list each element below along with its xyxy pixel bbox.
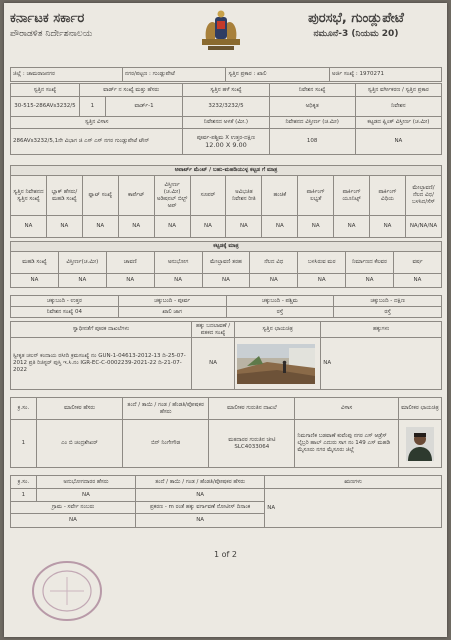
west-boundary: ರಸ್ತೆ: [226, 307, 334, 318]
documents-header: ಸ್ವಾಧೀನತೆಗೆ ಪೂರಕ ದಾಖಲೆಗಳು: [11, 322, 192, 338]
bld-header: ನೆಲದ ವಿಧ: [250, 252, 298, 274]
apt-header: ಫ್ಲಾಟ್ ಸಂಖ್ಯೆ: [82, 176, 118, 216]
header-right: [272, 11, 440, 41]
document-sheet: [4, 3, 447, 637]
apt-header: ಸ್ವತ್ತಿನ ನಿವೇಶನದ ಸ್ವತ್ತಿನ ಸಂಖ್ಯೆ: [11, 176, 47, 216]
apt-value: NA: [11, 216, 47, 238]
bld-value: NA: [346, 274, 394, 288]
apt-value: NA: [190, 216, 226, 238]
ward-number: 1: [79, 97, 105, 117]
documents-table: [10, 321, 442, 390]
ward-header: ವಾರ್ಡ್ ನ ಸಂಖ್ಯೆ ಮತ್ತು ಹೆಸರು: [79, 84, 182, 97]
bld-header: ವಿಸ್ತೀರ್ಣ(ಚ.ಮೀ): [58, 252, 106, 274]
apt-header: ಸೂಪರ್: [190, 176, 226, 216]
notice-date: NA: [135, 514, 264, 528]
village-survey-label: ಗ್ರಾಮ - ಸರ್ವೇ ನಂಬರು: [11, 502, 136, 514]
apt-value: NA: [226, 216, 262, 238]
bld-value: NA: [154, 274, 202, 288]
property-table: [10, 83, 442, 155]
directorate-title: ಪೌರಾಡಳಿತ ನಿರ್ದೇಶನಾಲಯ: [10, 29, 93, 39]
apt-value: NA/NA/NA: [405, 216, 441, 238]
owner-name-header: ಮಾಲೀಕರ ಹೆಸರು: [36, 398, 122, 420]
owners-table: [10, 397, 442, 468]
south-boundary-label: ಚಕ್ಕುಬಂದಿ - ದಕ್ಷಿಣ: [334, 296, 442, 307]
property-type: ಸ್ವತ್ತಿನ ಪ್ರಕಾರ : ಖಾಲಿ: [226, 68, 329, 82]
municipality-title: ಪುರಸಭೆ, ಗುಂಡ್ಲುಪೇಟೆ: [308, 11, 404, 26]
owner-address-header: ವಿಳಾಸ: [295, 398, 398, 420]
dues-header: ಋಣಗಳು: [265, 476, 442, 489]
bld-value: NA: [394, 274, 442, 288]
building-section-title: ಕಟ್ಟಡಕ್ಕೆ ಮಾತ್ರ: [11, 242, 442, 252]
ward-name: ವಾರ್ಡ್-1: [105, 97, 183, 117]
site-number-header: ನಿವೇಶನ ಸಂಖ್ಯೆ: [269, 84, 355, 97]
bld-value: NA: [298, 274, 346, 288]
occupant-name-header: ಅನುಭೋಗದಾರರ ಹೆಸರು: [36, 476, 135, 489]
apt-header: ಪಾರ್ಕಿಂಗ್ ವಿಧಿಯ: [370, 176, 406, 216]
owner-address: ನಿಮಗಾಣಿಕ ಬಡವಾಣೆ ಕುವೆಂಪು ನಗರ ಎಸ್ ಆಡ್ರೆಸ್ ಲೈಬ್ರರಿ ಹಾಲ್ ಎದುರು ಸಾಗ ನಂ 149 ಎಸ್ ಮಹಡಿ ಮೈಸೂರು ನಗರ ಮೈಸೂರು ಜಿಲ್ಲೆ: [295, 420, 398, 468]
apt-value: NA: [118, 216, 154, 238]
supporting-documents: ಸ್ವೀಕೃತ ಚಲನ್ ಕಂದಾಯ ರಸೀದಿ ಕ್ರಮಸಂಖ್ಯೆ ನಂ GUN-1-04613-2012-13 ದಿ-25-07-2012 ಪ್ರತಿ ರಿಜಿಸ್ಟರ್ ಪುಸ್ತಿ ಇ.ಸಿ.ನಂ IGR-EC-C-0002239-2021-22 ದಿ-21-07-2022: [11, 338, 192, 390]
bld-header: ಅನುಭೋಗ: [154, 252, 202, 274]
apt-header: ಪಾರ್ಕಿಂಗ್ ಯೂನಿಟ್ಸ್: [334, 176, 370, 216]
owner-id-header: ಮಾಲೀಕರ ಗುರುತಿನ ದಾಖಲೆ: [209, 398, 295, 420]
owner-name: ಎಂ ಬಿ ಚಂದ್ರಶೇಖರ್: [36, 420, 122, 468]
north-boundary-label: ಚಕ್ಕುಬಂದಿ - ಉತ್ತರ: [11, 296, 119, 307]
classification: ಅಧಿಕೃತ: [269, 97, 355, 117]
occupant-parent: NA: [135, 489, 264, 502]
office-seal-icon: [28, 557, 106, 625]
site-number: 3232/3232/5: [183, 97, 269, 117]
apt-value: NA: [46, 216, 82, 238]
property-kind: ನಿವೇಶನ: [355, 97, 441, 117]
bld-value: NA: [202, 274, 250, 288]
apt-header: ವಿಸ್ತೀರ್ಣ (ಚ.ಮೀ) ಅಡಿಷನಲ್ ಬಿಲ್ಟ್ ಅಪ್: [154, 176, 190, 216]
occupant-name: NA: [36, 489, 135, 502]
apartment-section-title: ಅಪಾರ್ಟ್ ಮೆಂಟ್ / ಬಹು-ಮಹಡಿಯುಳ್ಳ ಕಟ್ಟಡ ಗೆ ಮಾತ್ರ: [11, 166, 442, 176]
property-number-header: ಸ್ವತ್ತಿನ ಸಂಖ್ಯೆ: [11, 84, 80, 97]
apt-header: ಪಾರ್ಕಿಂಗ್ ಲಭ್ಯತೆ: [298, 176, 334, 216]
info-table: [10, 67, 442, 82]
transfer-value: NA: [192, 338, 235, 390]
state-emblem-icon: [200, 9, 242, 57]
site-dims: ಪೂರ್ವ-ಪಶ್ಚಿಮ X ಉತ್ತರ-ದಕ್ಷಿಣ 12.00 X 9.00: [183, 129, 269, 155]
govt-title: ಕರ್ನಾಟಕ ಸರ್ಕಾರ: [10, 11, 85, 26]
owner-photo-header: ಮಾಲೀಕರ ಛಾಯಚಿತ್ರ: [398, 398, 441, 420]
apt-value: NA: [370, 216, 406, 238]
south-boundary: ರಸ್ತೆ: [334, 307, 442, 318]
district: ಜಿಲ್ಲೆ : ಚಾಮರಾಜನಗರ: [11, 68, 123, 82]
built-area-header: ಕಟ್ಟಡದ ಪ್ಲಿಂತ್ ವಿಸ್ತೀರ್ಣ (ಚ.ಮೀ): [355, 117, 441, 129]
apartment-table: [10, 165, 442, 238]
apt-header: ಅವಿಭಜಿತ ನಿವೇಶನ ರೀತಿ: [226, 176, 262, 216]
application-number: ಅರ್ಜಿ ಸಂಖ್ಯೆ : 1970271: [329, 68, 441, 82]
site-area-header: ನಿವೇಶನದ ವಿಸ್ತೀರ್ಣ (ಚ.ಮೀ): [269, 117, 355, 129]
site-dims-header: ನಿವೇಶನದ ಅಳತೆ (ಮೀ.): [183, 117, 269, 129]
owner-sl: 1: [11, 420, 37, 468]
owner-photo: [398, 420, 441, 468]
bld-value: NA: [106, 274, 154, 288]
east-boundary-label: ಚಕ್ಕುಬಂದಿ - ಪೂರ್ವ: [118, 296, 226, 307]
apt-value: NA: [298, 216, 334, 238]
property-number: 30-515-286AVs3232/5: [11, 97, 80, 117]
occupant-sl-header: ಕ್ರ.ಸಂ.: [11, 476, 37, 489]
address-header: ಸ್ವತ್ತಿನ ವಿಳಾಸ: [11, 117, 183, 129]
bld-header: ವರ್ಷ: [394, 252, 442, 274]
old-number-header: ಸ್ವತ್ತಿನ ಹಳೆ ಸಂಖ್ಯೆ: [183, 84, 269, 97]
property-photo: [235, 338, 321, 390]
apt-header: ಬ್ಲಾಕ್ ಹೆಸರು/ ಮಹಡಿ ಸಂಖ್ಯೆ: [46, 176, 82, 216]
apt-value: NA: [82, 216, 118, 238]
bld-header: ಮೇಲ್ಛಾವಣಿ ತರಹ: [202, 252, 250, 274]
bld-value: NA: [250, 274, 298, 288]
page-number: 1 of 2: [214, 550, 237, 559]
boundaries-table: [10, 295, 442, 318]
apt-value: NA: [262, 216, 298, 238]
photo-header: ಸ್ವತ್ತಿನ ಛಾಯಚಿತ್ರ: [235, 322, 321, 338]
rights-value: NA: [321, 338, 442, 390]
bld-header: ಬಳಸಿರುವ ಮರ: [298, 252, 346, 274]
village-survey: NA: [11, 514, 136, 528]
transfer-header: ಹಕ್ಕು ಬದಲಾವಣೆ / ಪತಕದ ಸಂಖ್ಯೆ: [192, 322, 235, 338]
rights-header: ಹಕ್ಕುಗಳು: [321, 322, 442, 338]
owner-photo-image: [406, 427, 434, 461]
notice-label: ಪ್ರಕರಣ - m ರಂತೆ ಹಕ್ಕು ವರ್ಗಾವಣೆ ನೋಟೀಸ್ ದಿನಾಂಕ: [135, 502, 264, 514]
occupant-sl: 1: [11, 489, 37, 502]
owner-id: ಮತದಾರರ ಗುರುತಿನ ಚೀಟಿ SLC4033064: [209, 420, 295, 468]
bld-value: NA: [11, 274, 59, 288]
west-boundary-label: ಚಕ್ಕುಬಂದಿ - ಪಶ್ಚಿಮ: [226, 296, 334, 307]
east-boundary: ಖಾಲಿ ಜಾಗ: [118, 307, 226, 318]
bld-header: ಮಹಡಿ ಸಂಖ್ಯೆ: [11, 252, 59, 274]
obligations-table: [10, 475, 442, 528]
built-area: NA: [355, 129, 441, 155]
header-left: [10, 11, 185, 41]
owner-parent-header: ತಂದೆ / ತಾಯಿ / ಗಂಡ / ಹೆಂಡತಿ/ಪೋಷಕರ ಹೆಸರು: [123, 398, 209, 420]
property-photo-image: [237, 344, 315, 384]
north-boundary: ನಿವೇಶನ ಸಂಖ್ಯೆ 04: [11, 307, 119, 318]
classification-header: ಸ್ವತ್ತಿನ ವರ್ಗೀಕರಣ / ಸ್ವತ್ತಿನ ಪ್ರಕಾರ: [355, 84, 441, 97]
owner-parent: ಬಿನ್ ನಿಂಗೇಗೌಡ: [123, 420, 209, 468]
property-address: 286AVs3232/5,1ನೇ ವಿಭಾಗ ಜಿ ಎಸ್ ಎಸ್ ನಗರ ಗುಂಡ್ಲುಪೇಟೆ ಟೌನ್: [11, 129, 183, 155]
site-area: 108: [269, 129, 355, 155]
bld-value: NA: [58, 274, 106, 288]
dues: NA: [265, 489, 442, 528]
occupant-parent-header: ತಂದೆ / ತಾಯಿ / ಗಂಡ / ಹೆಂಡತಿ/ಪೋಷಕರ ಹೆಸರು: [135, 476, 264, 489]
apt-header: ಮೇಲ್ಛಾವಣಿ/ನೆಲದ ವಿಧ/ಬಳಸಿದ/ಸೆಸ್: [405, 176, 441, 216]
town: ನಗರ/ಪಟ್ಟಣ : ಗುಂಡ್ಲುಪೇಟೆ: [123, 68, 226, 82]
apt-header: ಹಂಚಿಕೆ: [262, 176, 298, 216]
owner-sl-header: ಕ್ರ.ಸಂ.: [11, 398, 37, 420]
bld-header: ಚಾವಣಿ: [106, 252, 154, 274]
building-table: [10, 241, 442, 288]
apt-value: NA: [154, 216, 190, 238]
form-number: ನಮೂನೆ-3 (ನಿಯಮ 20): [313, 29, 399, 39]
apt-header: ಕಾರ್ಪೆಟ್: [118, 176, 154, 216]
apt-value: NA: [334, 216, 370, 238]
bld-header: ನಿರ್ಮಾಣದ ಕೆಲವರ: [346, 252, 394, 274]
